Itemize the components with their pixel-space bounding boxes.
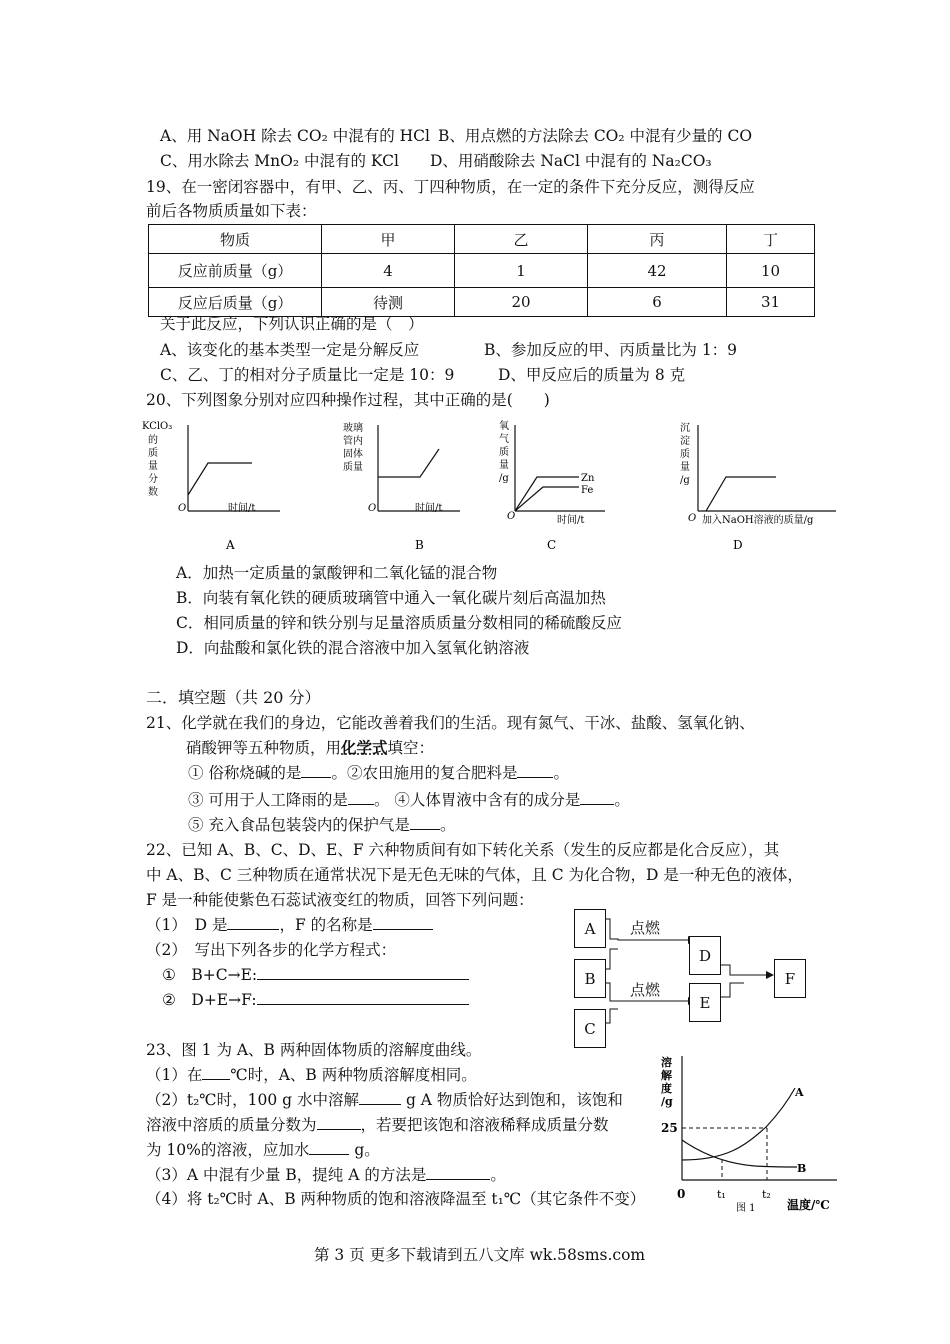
graph-caption: C (547, 538, 557, 552)
q21-item-5 (188, 815, 455, 835)
ylabel-line: 解 (661, 1069, 672, 1082)
table-cell: 42 (588, 254, 727, 288)
table-cell: 4 (322, 254, 455, 288)
q20-graph-d (670, 415, 842, 555)
q22-equation-2 (162, 990, 469, 1010)
connector (604, 1009, 618, 1023)
node-a: A (574, 909, 606, 948)
ylabel-line: 质量 (343, 462, 363, 473)
ylabel-line: 玻璃 (343, 423, 363, 434)
xlabel: 温度/℃ (787, 1198, 830, 1212)
table-header-cell: 丁 (727, 225, 815, 254)
ylabel-line: 质 (148, 448, 158, 459)
q23-text: （2）t₂℃时，100 g 水中溶解 (146, 1091, 360, 1109)
table-header-row (149, 225, 815, 254)
answer-blank[interactable] (517, 763, 553, 778)
q19-question: 关于此反应，下列认识正确的是（ ） (160, 315, 424, 333)
answer-blank[interactable] (426, 1165, 490, 1180)
q19-stem-line2: 前后各物质质量如下表： (146, 202, 317, 220)
xlabel: 加入NaOH溶液的质量/g (702, 515, 814, 526)
node-e: E (689, 983, 721, 1022)
q20-graph-c (495, 415, 615, 555)
origin-label: O (368, 503, 377, 514)
ylabel-line: 量 (499, 460, 509, 471)
q23-sub4: （4）将 t₂℃时 A、B 两种物质的饱和溶液降温至 t₁℃（其它条件不变） (146, 1190, 646, 1208)
xlabel: 时间/t (557, 515, 585, 526)
q23-sub3 (146, 1165, 506, 1185)
q18-option-c: C、用水除去 MnO₂ 中混有的 KCl (160, 152, 399, 170)
q19-stem-line1: 19、在一密闭容器中，有甲、乙、丙、丁四种物质，在一定的条件下充分反应，测得反应 (146, 178, 755, 196)
origin-label: 0 (677, 1187, 686, 1201)
line-label-zn: Zn (581, 473, 595, 484)
origin-label: O (178, 503, 187, 514)
table-cell: 31 (727, 288, 815, 317)
q23-text: ，若要把该饱和溶液稀释成质量分数 (360, 1116, 609, 1134)
figure-caption: 图 1 (736, 1203, 756, 1214)
curve-fe (515, 487, 579, 511)
q21-item-1-2 (188, 763, 569, 783)
q20-option-b: B．向装有氧化铁的硬质玻璃管中通入一氧化碳片刻后高温加热 (176, 589, 606, 607)
ylabel-line: 量 (680, 462, 690, 473)
q21-stem-text: 填空： (387, 739, 435, 757)
table-cell: 10 (727, 254, 815, 288)
page-footer: 第 3 页 更多下载请到五八文库 wk.58sms.com (314, 1246, 646, 1264)
q21-text: 。 ④人体胃液中含有的成分是 (373, 791, 581, 809)
node-f: F (774, 959, 806, 998)
answer-blank[interactable] (373, 915, 433, 930)
q21-text: 。②农田施用的复合肥料是 (331, 764, 518, 782)
ylabel-line: KClO₃ (142, 421, 173, 432)
q20-option-c: C．相同质量的锌和铁分别与足量溶质质量分数相同的稀硫酸反应 (176, 614, 622, 632)
q18-option-d: D、用硝酸除去 NaCl 中混有的 Na₂CO₃ (430, 152, 712, 170)
table-cell: 6 (588, 288, 727, 317)
ylabel-line: 气 (499, 434, 509, 445)
q23-sub2-line1 (146, 1090, 623, 1110)
ylabel-line: /g (661, 1095, 673, 1108)
q18-option-a: A、用 NaOH 除去 CO₂ 中混有的 HCl (160, 127, 430, 145)
q22-sub2: （2） 写出下列各步的化学方程式： (146, 941, 397, 959)
q22-stem-line2: 中 A、B、C 三种物质在通常状况下是无色无味的气体，且 C 为化合物，D 是一种无色的液体， (146, 866, 803, 884)
curve (378, 449, 439, 477)
connector (720, 965, 766, 975)
ylabel-line: 的 (148, 435, 158, 446)
q23-text: 溶液中溶质的质量分数为 (146, 1116, 317, 1134)
q19-option-c: C、乙、丁的相对分子质量比一定是 10：9 (160, 366, 455, 384)
graph-caption: A (226, 538, 235, 552)
curve (706, 477, 776, 511)
q22-stem-line1: 22、已知 A、B、C、D、E、F 六种物质间有如下转化关系（发生的反应都是化合反应），其 (146, 841, 780, 859)
curve-a (682, 1088, 795, 1160)
answer-blank[interactable] (580, 790, 614, 805)
q21-text: ① 俗称烧碱的是 (188, 764, 302, 782)
q22-equation-1 (162, 965, 469, 985)
ylabel-line: 溶 (661, 1056, 672, 1069)
q22-text: ① B+C→E: (162, 966, 258, 984)
ylabel-line: 沉 (680, 423, 690, 434)
q21-item-3-4 (188, 790, 630, 810)
q18-option-b: B、用点燃的方法除去 CO₂ 中混有少量的 CO (438, 127, 753, 145)
ylabel-line: 管内 (343, 436, 363, 447)
q23-solubility-graph (655, 1052, 845, 1218)
ylabel-line: 量 (148, 461, 158, 472)
table-header-cell: 丙 (588, 225, 727, 254)
xlabel: 时间/t (415, 503, 443, 514)
ylabel-line: 质 (499, 447, 509, 458)
ylabel-line: 氧 (499, 421, 509, 432)
origin-label: O (507, 511, 516, 522)
q23-sub2-line2 (146, 1115, 609, 1135)
connector (720, 983, 744, 997)
graph-caption: D (733, 538, 743, 552)
ylabel-line: 固体 (343, 449, 363, 460)
answer-blank[interactable] (348, 790, 374, 805)
q22-sub1 (146, 915, 433, 935)
table-cell: 反应前质量（g） (149, 254, 322, 288)
ylabel-line: 度 (661, 1082, 672, 1095)
q23-text: g A 物质恰好达到饱和，该饱和 (401, 1091, 623, 1109)
answer-blank[interactable] (301, 763, 331, 778)
q23-text: （1）在 (146, 1066, 203, 1084)
curve-label-a: A (795, 1086, 804, 1099)
q23-text: 为 10%的溶液，应加水 (146, 1141, 310, 1159)
connector (604, 949, 618, 969)
q21-text: 。 (439, 816, 456, 834)
q23-text: g。 (349, 1141, 380, 1159)
q21-stem-line1: 21、化学就在我们的身边，它能改善着我们的生活。现有氮气、干冰、盐酸、氢氧化钠、 (146, 714, 755, 732)
origin-label: O (688, 513, 697, 524)
q20-option-a: A．加热一定质量的氯酸钾和二氧化锰的混合物 (176, 564, 498, 582)
table-header-cell: 甲 (322, 225, 455, 254)
q21-emphasis: 化学式 (341, 738, 388, 757)
table-header-cell: 乙 (455, 225, 588, 254)
node-c: C (574, 1009, 606, 1048)
answer-blank[interactable] (227, 915, 279, 930)
q19-mass-table (148, 224, 815, 317)
q21-text: 。 (553, 764, 569, 782)
q22-text: ② D+E→F: (162, 991, 257, 1009)
q20-graph-a (140, 415, 300, 555)
reaction-condition-2: 点燃 (630, 981, 661, 999)
table-cell: 20 (455, 288, 588, 317)
ylabel-line: /g (680, 475, 690, 486)
q19-option-a: A、该变化的基本类型一定是分解反应 (160, 341, 420, 359)
answer-blank[interactable] (359, 1090, 401, 1105)
q21-text: 。 (614, 791, 630, 809)
table-cell: 待测 (322, 288, 455, 317)
q23-sub2-line3 (146, 1140, 380, 1160)
ylabel-line: 分 (148, 474, 158, 485)
q23-stem: 23、图 1 为 A、B 两种固体物质的溶解度曲线。 (146, 1041, 482, 1059)
q20-graph-b (335, 415, 475, 555)
node-b: B (574, 959, 606, 998)
answer-blank[interactable] (257, 990, 469, 1005)
table-row (149, 288, 815, 317)
q19-option-b: B、参加反应的甲、丙质量比为 1：9 (484, 341, 738, 359)
tick-label-t2: t₂ (762, 1188, 771, 1201)
answer-blank[interactable] (202, 1065, 230, 1080)
curve-zn (515, 477, 579, 511)
reaction-condition-1: 点燃 (630, 919, 661, 937)
q21-stem-text: 硝酸钾等五种物质，用 (186, 739, 342, 757)
section-title: 二．填空题（共 20 分） (146, 688, 321, 707)
table-cell: 1 (455, 254, 588, 288)
q20-stem: 20、下列图象分别对应四种操作过程，其中正确的是( ) (146, 391, 550, 409)
q23-text: ℃时，A、B 两种物质溶解度相同。 (230, 1066, 477, 1084)
q19-option-d: D、甲反应后的质量为 8 克 (498, 366, 686, 384)
xlabel: 时间/t (228, 503, 256, 514)
q21-text: ③ 可用于人工降雨的是 (188, 791, 348, 809)
q21-text: ⑤ 充入食品包装袋内的保护气是 (188, 816, 410, 834)
arrowhead (766, 971, 774, 979)
table-row (149, 254, 815, 288)
q21-stem-line2 (186, 738, 434, 758)
table-header-cell: 物质 (149, 225, 322, 254)
q23-sub1 (146, 1065, 477, 1085)
answer-blank[interactable] (309, 1140, 349, 1155)
q23-text: （3）A 中混有少量 B，提纯 A 的方法是 (146, 1166, 427, 1184)
q22-text: ，F 的名称是 (279, 916, 373, 934)
curve-b (682, 1140, 797, 1167)
node-d: D (689, 936, 721, 975)
q22-stem-line3: F 是一种能使紫色石蕊试液变红的物质，回答下列问题： (146, 891, 534, 909)
answer-blank[interactable] (410, 815, 440, 830)
answer-blank[interactable] (257, 965, 469, 980)
q22-text: （1） D 是 (146, 916, 228, 934)
q20-option-d: D．向盐酸和氯化铁的混合溶液中加入氢氧化钠溶液 (176, 639, 530, 657)
line-label-fe: Fe (581, 485, 594, 496)
q23-text: 。 (490, 1166, 506, 1184)
ylabel-line: 质 (680, 449, 690, 460)
curve-label-b: B (797, 1162, 807, 1175)
tick-label-25: 25 (661, 1121, 678, 1135)
ylabel-line: 淀 (680, 436, 690, 447)
tick-label-t1: t₁ (717, 1188, 726, 1201)
curve (188, 463, 252, 495)
ylabel-line: 数 (148, 487, 158, 498)
answer-blank[interactable] (317, 1115, 361, 1130)
graph-caption: B (415, 538, 424, 552)
table-cell: 反应后质量（g） (149, 288, 322, 317)
ylabel-line: /g (499, 473, 509, 484)
